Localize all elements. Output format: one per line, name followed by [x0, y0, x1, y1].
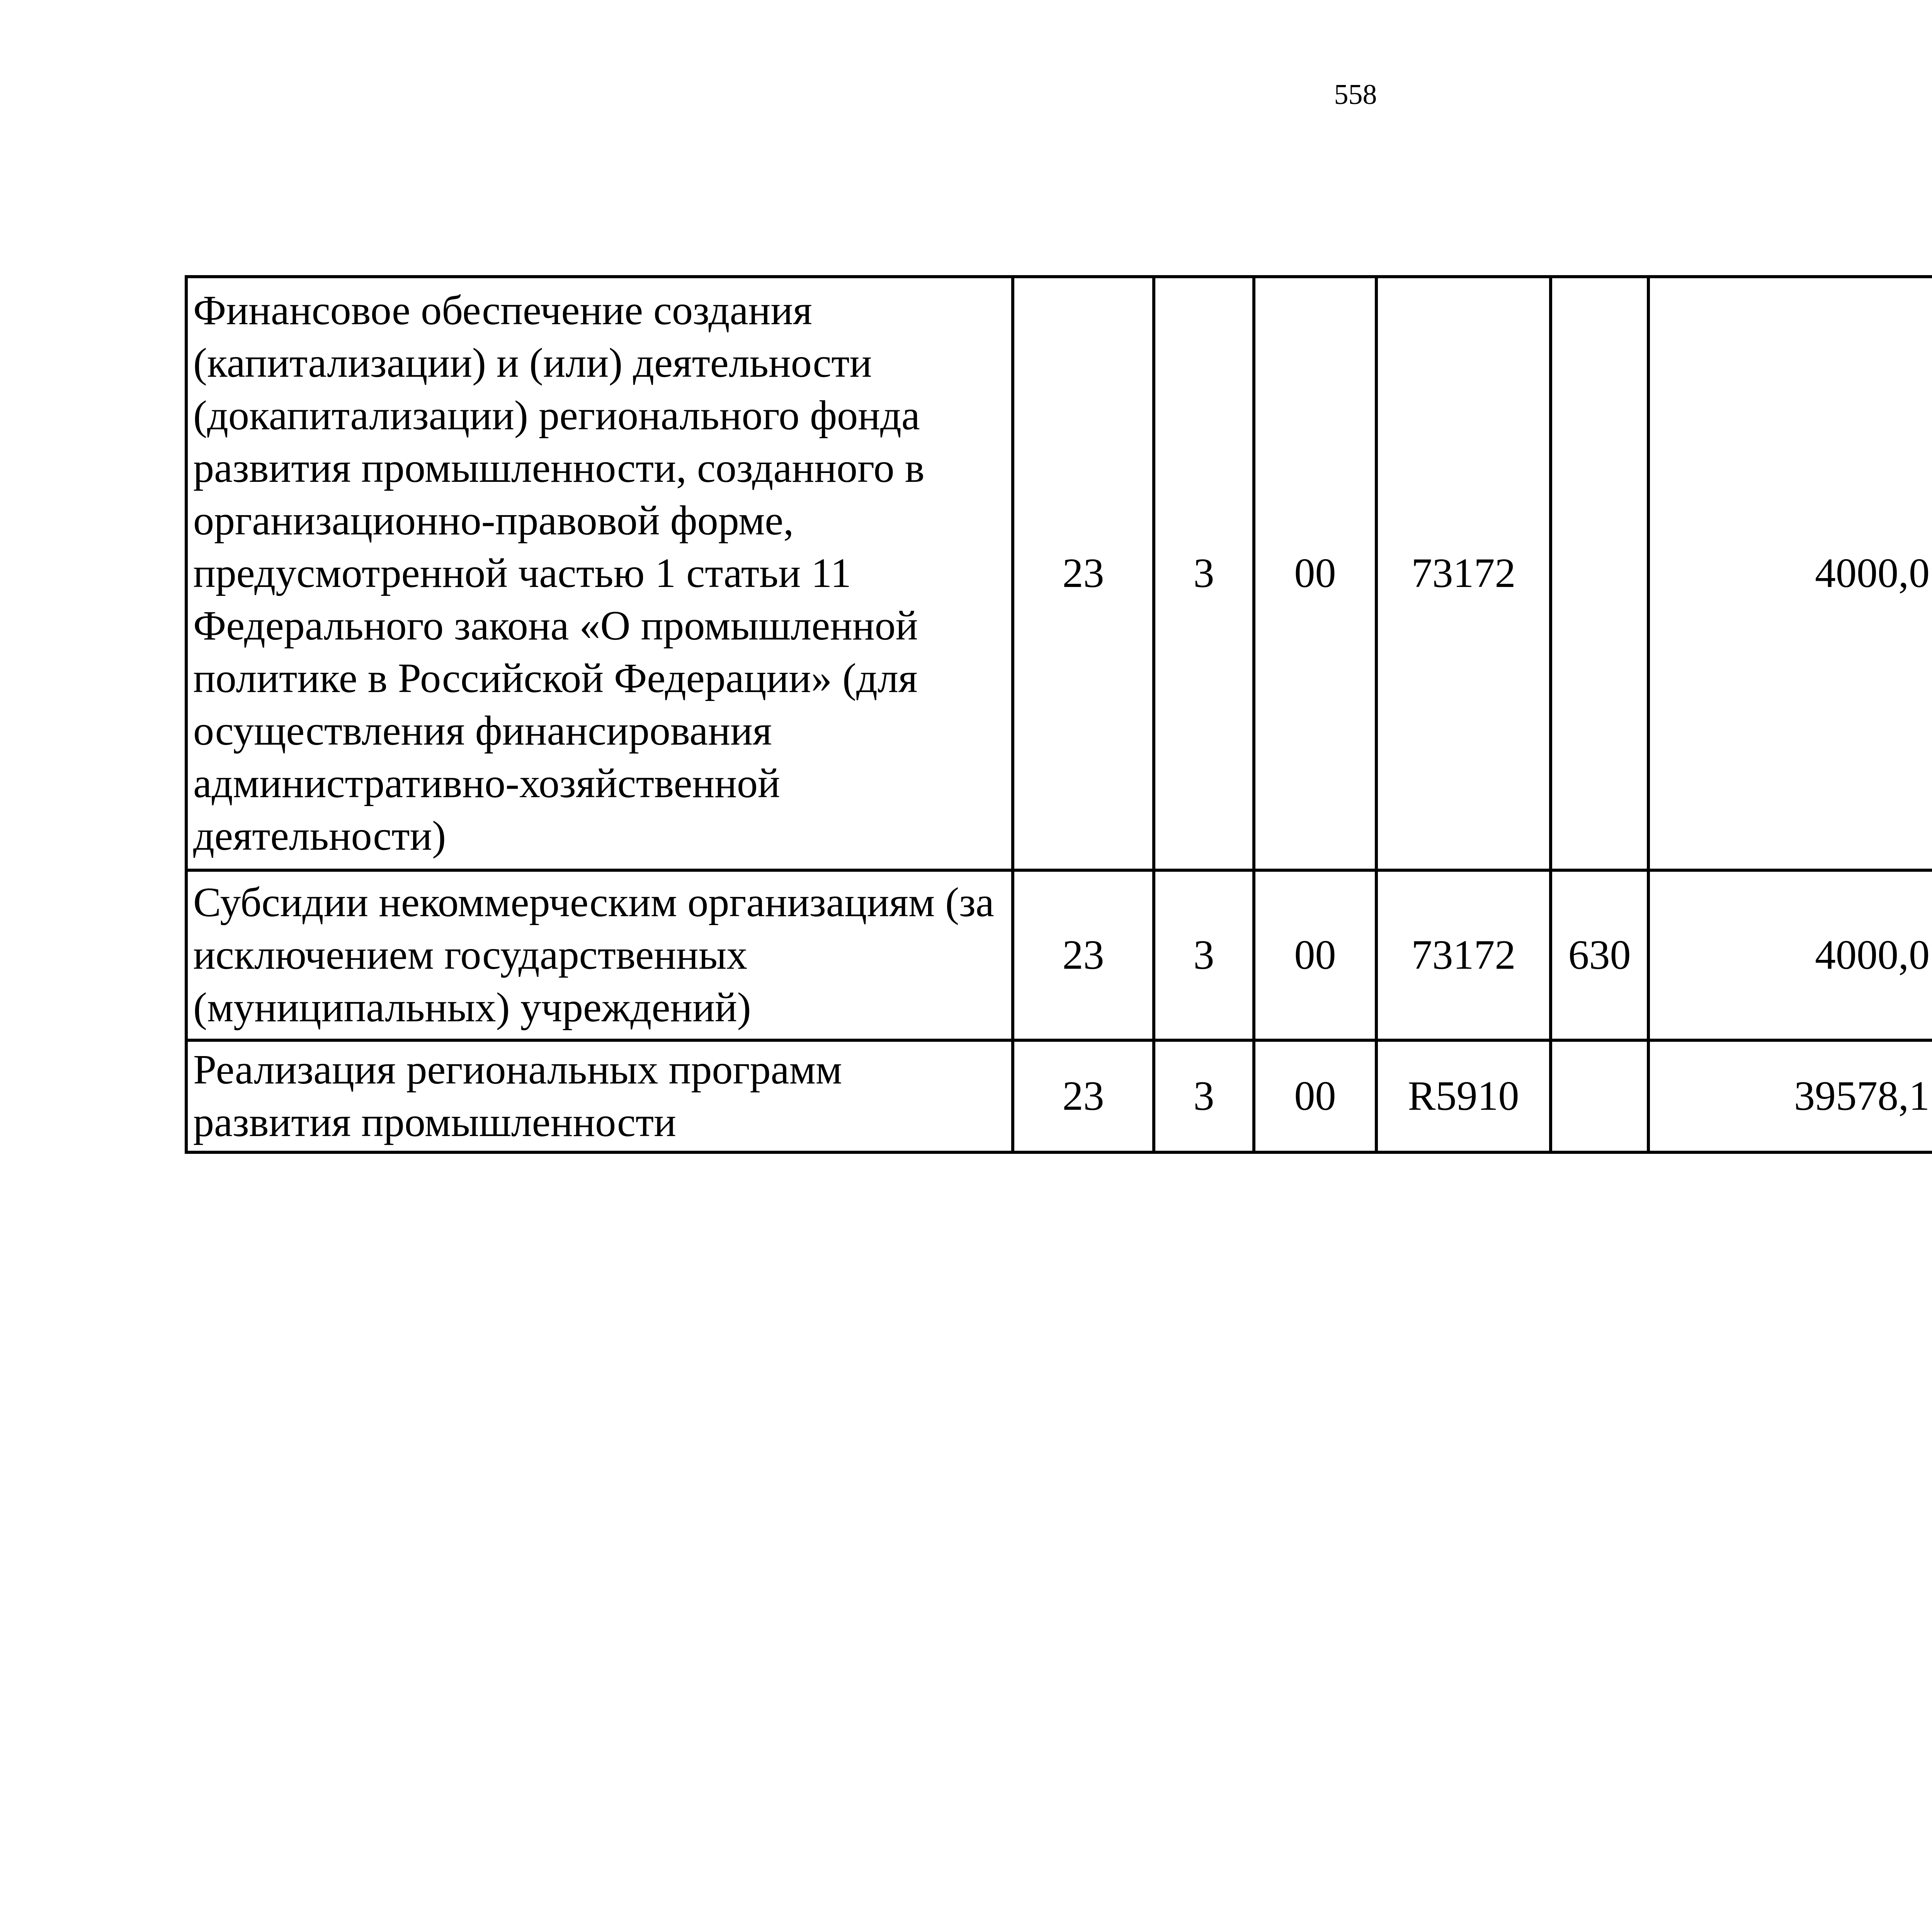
direction-code-cell: R5910	[1376, 1040, 1551, 1152]
row-name-cell: Реализация региональных программ развития промышленности	[186, 1040, 1013, 1152]
page-number: 558	[1334, 79, 1377, 111]
amount-year1-cell: 4000,0	[1648, 870, 1932, 1040]
table-row	[186, 1040, 1932, 1152]
expense-type-cell	[1551, 277, 1648, 870]
amount-year1-cell: 4000,0	[1648, 277, 1932, 870]
subprogram-code-cell: 3	[1154, 870, 1254, 1040]
program-code-cell: 23	[1013, 277, 1154, 870]
subprogram-code-cell: 3	[1154, 277, 1254, 870]
table-row	[186, 870, 1932, 1040]
activity-code-cell: 00	[1254, 277, 1376, 870]
program-code-cell: 23	[1013, 870, 1154, 1040]
budget-table	[185, 275, 1932, 1154]
expense-type-cell	[1551, 1040, 1648, 1152]
expense-type-cell: 630	[1551, 870, 1648, 1040]
direction-code-cell: 73172	[1376, 277, 1551, 870]
program-code-cell: 23	[1013, 1040, 1154, 1152]
subprogram-code-cell: 3	[1154, 1040, 1254, 1152]
activity-code-cell: 00	[1254, 1040, 1376, 1152]
activity-code-cell: 00	[1254, 870, 1376, 1040]
table-row	[186, 277, 1932, 870]
amount-year1-cell: 39578,1	[1648, 1040, 1932, 1152]
row-name-cell: Финансовое обеспечение создания (капитализации) и (или) деятельности (докапитализации) регионального фонда развития промышленности, созданного в организационно-правовой форме, предусмотренной частью 1 статьи 11 Федерального закона «О промышленной политике в Российской Федерации» (для осуществления финансирования административно-хозяйственной деятельности)	[186, 277, 1013, 870]
direction-code-cell: 73172	[1376, 870, 1551, 1040]
row-name-cell: Субсидии некоммерческим организациям (за исключением государственных (муниципальных) учреждений)	[186, 870, 1013, 1040]
